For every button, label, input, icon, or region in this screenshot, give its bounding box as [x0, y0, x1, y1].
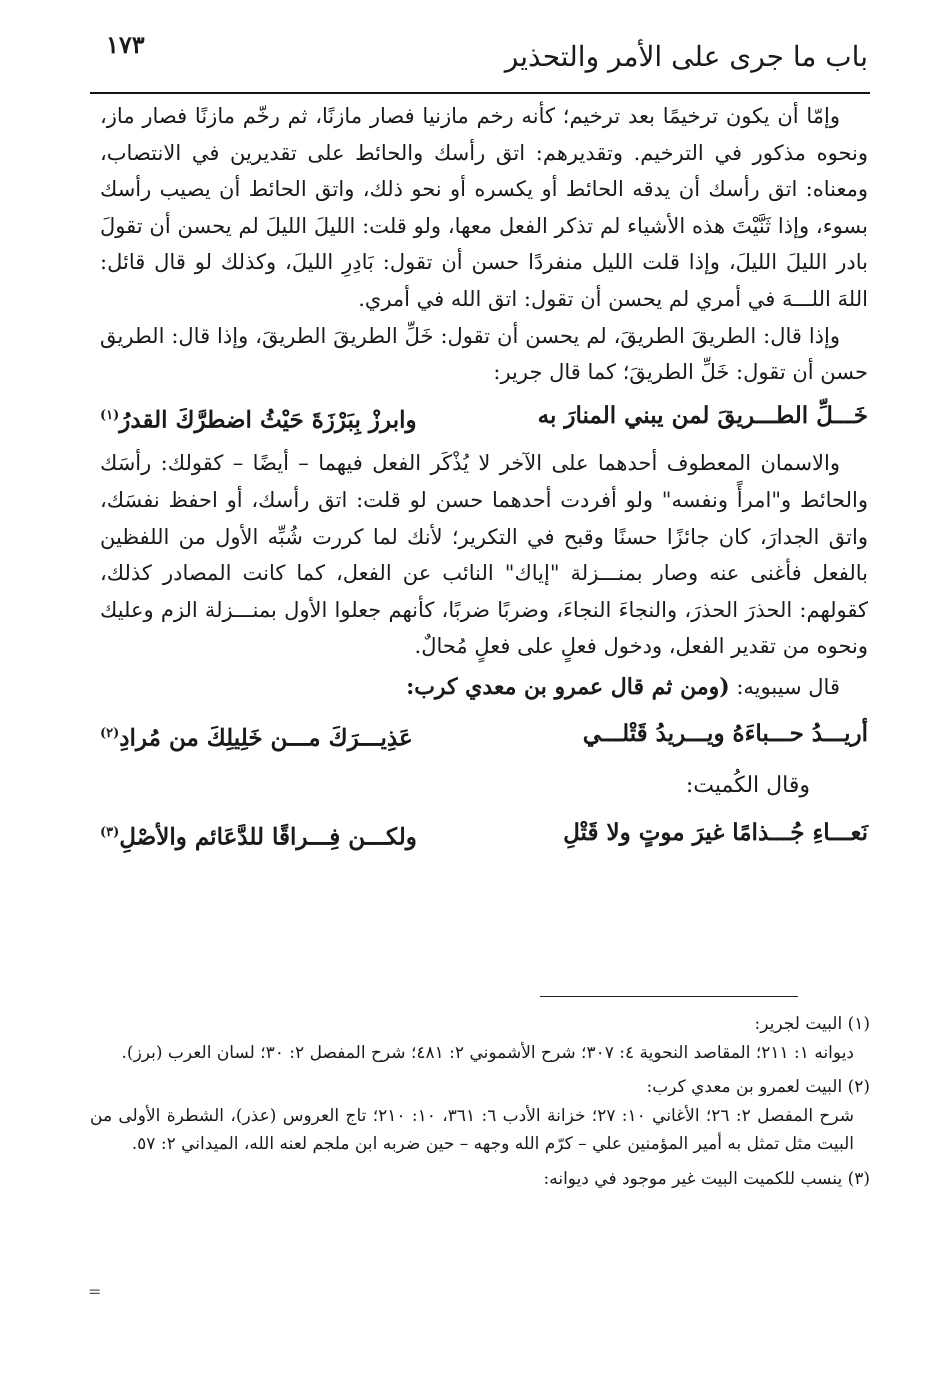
footnotes [90, 1010, 870, 1193]
verse-kumayt [100, 810, 868, 861]
verse-hemistich-right: خَـــلِّ الطـــريقَ لمن يبني المنارَ به [537, 401, 868, 429]
verse-hemistich-left [100, 393, 417, 444]
footnote-2-head: (٢) البيت لعمرو بن معدي كرب: [646, 1077, 870, 1097]
corner-mark: = [88, 1282, 102, 1301]
footnote-1-head: (١) البيت لجرير: [754, 1014, 870, 1034]
sibawayh-line [100, 665, 868, 709]
footnote-ref: (١) [100, 407, 120, 423]
verse-jarir [100, 393, 868, 444]
footnote-2-body: شرح المفصل ٢: ٢٦؛ الأغاني ١٠: ٢٧؛ خزانة الأدب ٦: ٣٦١، ١٠: ٢١٠؛ تاج العروس (عذر)، الشطرة الأولى من البيت مثل تمثل به أمير المؤمنين علي – كرّم الله وجهه – حين ضربه ابن ملجم لعنه الله، الميداني ٢: ٥٧. [90, 1105, 855, 1154]
footnote-ref: (٣) [100, 824, 120, 840]
main-text [100, 98, 868, 862]
verse-amr [100, 711, 868, 762]
hemistich-text: وابرزْ بِبَرْزَةَ حَيْثُ اضطرَّكَ القدرُ [119, 406, 417, 434]
footnote-ref: (٢) [100, 725, 120, 741]
footnote-3-head: (٣) ينسب للكميت البيت غير موجود في ديوانه: [543, 1168, 870, 1189]
verse-hemistich-right: أريـــدُ حـــباءَهُ ويـــريدُ قَتْلـــي [582, 719, 868, 747]
running-title: باب ما جرى على الأمر والتحذير [504, 40, 868, 73]
header-rule [90, 92, 870, 94]
sibawayh-quote: (ومن ثم قال عمرو بن معدي كرب: [406, 673, 730, 700]
sibawayh-prefix: قال سيبويه: [729, 674, 840, 699]
footnote-1-body: ديوانه ١: ٢١١؛ المقاصد النحوية ٤: ٣٠٧؛ شرح الأشموني ٢: ٤٨١؛ شرح المفصل ٢: ٣٠؛ لسان العرب (برز). [121, 1042, 854, 1063]
footnote-rule [540, 996, 798, 997]
paragraph-1: وإمّا أن يكون ترخيمًا بعد ترخيم؛ كأنه رخم مازنيا فصار مازنًا، ثم رخّم مازنًا فصار ماز، ونحوه مذكور في الترخيم. وتقديرهم: اتق رأسك والحائط على تقديرين في الانتصاب، ومعناه: اتق رأسك أن يدقه الحائط أو يكسره أو نحو ذلك، واتق الحائط أن يصيب رأسك بسوء، وإذا ثَنَّيْتَ هذه الأشياء لم تذكر الفعل معها، ولو قلت: الليلَ الليلَ لم يحسن أن تقولَ بادر الليلَ الليلَ، وإذا قلت الليل منفردًا حسن أن تقول: بَادِرِ الليلَ، وكذلك لو قال قائل: اللهَ اللـــهَ في أمري لم يحسن أن تقول: اتق الله في أمري. [100, 104, 868, 311]
kumayt-intro: وقال الكُميت: [685, 772, 810, 798]
paragraph-2: وإذا قال: الطريقَ الطريقَ، لم يحسن أن تقول: خَلِّ الطريقَ الطريقَ، وإذا قال: الطريق حسن أن تقول: خَلِّ الطريقَ؛ كما قال جرير: [100, 323, 868, 385]
hemistich-text: عَذِيـــرَكَ مـــن خَلِيلِكَ من مُرادِ [119, 724, 413, 752]
verse-hemistich-left [100, 810, 417, 861]
page-number: ١٧٣ [106, 30, 145, 59]
verse-hemistich-left [100, 711, 413, 762]
hemistich-text: ولكـــن فِـــراقًا للدَّعَائم والأصْلِ [119, 823, 417, 851]
paragraph-3: والاسمان المعطوف أحدهما على الآخر لا يُذْكَر الفعل فيهما – أيضًا – كقولك: رأسَك والحائط و"امرأً ونفسه" ولو أفردت أحدهما حسن لو قلت: اتق رأسك، أو احفظ نفسَك، واتق الجدارَ، كان جائزًا حسنًا وقبح في التكرير؛ لأنك لما كررت شُبِّه الأول من اللفظين بالفعل فأغنى عنه وصار بمنـــزلة "إياك" النائب عن الفعل، كما كانت المصادر كذلك، كقولهم: الحذرَ الحذرَ، والنجاءَ النجاءَ، وضربًا ضربًا، كأنهم جعلوا الأول بمنـــزلة الزم وعليك ونحوه من تقدير الفعل، ودخول فعلٍ على فعلٍ مُحالٌ. [100, 451, 868, 659]
verse-hemistich-right: نَعـــاءِ جُـــذامًا غيرَ موتٍ ولا قَتْلِ [563, 818, 868, 846]
